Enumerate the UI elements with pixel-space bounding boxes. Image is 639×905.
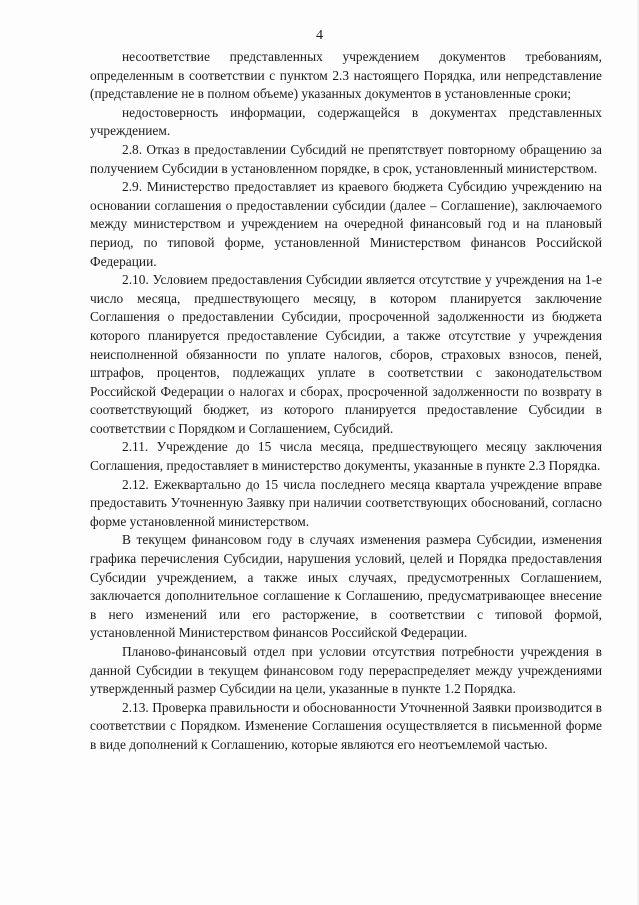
paragraph-2-11: 2.11. Учреждение до 15 числа месяца, предшествующего месяцу заключения Соглашения, предоставляет в министерство документы, указанные в пункте 2.3 Порядка. <box>90 439 602 474</box>
page-number: 4 <box>316 28 323 43</box>
paragraph-2-8: 2.8. Отказ в предоставлении Субсидий не препятствует повторному обращению за получением Субсидии в установленном порядке, в срок, установленный министерством. <box>90 141 602 176</box>
paragraph-1: несоответствие представленных учреждением документов требованиям, определенным в соответствии с пунктом 2.3 настоящего Порядка, или непредставление (представление не в полном объеме) указанных документов в установленные сроки; <box>90 49 602 102</box>
paragraph-2-9: 2.9. Министерство предоставляет из краевого бюджета Субсидию учреждению на основании соглашения о предоставлении субсидии (далее – Соглашение), заключаемого между министерством и учреждением на очередной финансовый год и на плановый период, по типовой форме, установленной Министерством финансов Российской Федерации. <box>90 179 602 269</box>
paragraph-2-12-redistribution: Планово-финансовый отдел при условии отсутствия потребности учреждения в данной Субсидии в текущем финансовом году перераспределяет между учреждениями утвержденный размер Субсидии на цели, указанные в пункте 1.2 Порядка. <box>90 644 602 697</box>
paragraph-2: недостоверность информации, содержащейся в документах представленных учреждением. <box>90 104 602 139</box>
paragraph-2-10: 2.10. Условием предоставления Субсидии является отсутствие у учреждения на 1-е число месяца, предшествующего месяцу, в котором планируется заключение Соглашения о предоставлении Субсидии, просроченной задолженности из бюджета которого планируется предоставление Субсидии, а также отсутствие у учреждения неисполненной обязанности по уплате налогов, сборов, страховых взносов, пеней, штрафов, процентов, подлежащих уплате в соответствии с законодательством Российской Федерации о налогах и сборах, просроченной задолженности по возврату в соответствующий бюджет, из которого планируется предоставление Субсидии в соответствии с Порядком и Соглашением, Субсидий. <box>90 272 602 436</box>
document-body <box>90 48 602 755</box>
paragraph-2-12-amendments: В текущем финансовом году в случаях изменения размера Субсидии, изменения графика перечисления Субсидии, нарушения условий, целей и Порядка предоставления Субсидии учреждением, а также иных случаях, предусмотренных Соглашением, заключается дополнительное соглашение к Соглашению, предусматривающее внесение в него изменений или его расторжение, в соответствии с типовой формой, установленной Министерством финансов Российской Федерации. <box>90 532 602 641</box>
paragraph-2-12: 2.12. Ежеквартально до 15 числа последнего месяца квартала учреждение вправе предоставить Уточненную Заявку при наличии соответствующих обоснований, согласно форме установленной министерством. <box>90 476 602 529</box>
paragraph-2-13: 2.13. Проверка правильности и обоснованности Уточненной Заявки производится в соответствии с Порядком. Изменение Соглашения осуществляется в письменной форме в виде дополнений к Соглашению, которые являются его неотъемлемой частью. <box>90 699 602 752</box>
